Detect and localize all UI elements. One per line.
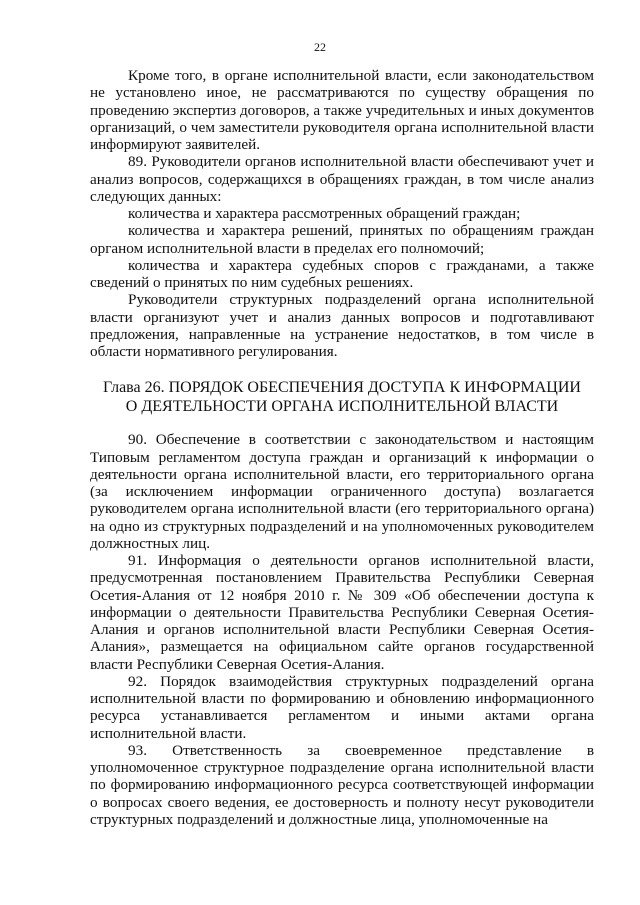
chapter-heading-line-2: О ДЕЯТЕЛЬНОСТИ ОРГАНА ИСПОЛНИТЕЛЬНОЙ ВЛАСТИ [125, 398, 559, 416]
list-item-court-disputes: количества и характера судебных споров с гражданами, а также сведений о принятых по ним судебных решениях. [90, 256, 594, 291]
paragraph-91: 91. Информация о деятельности органов исполнительной власти, предусмотренная постановлением Правительства Республики Северная Осетия-Алания от 12 ноября 2010 г. № 309 «Об обеспечении доступа к информации о деятельности Правительства Республики Северная Осетия-Алания и органов исполнительной власти Республики Северная Осетия-Алания», размещается на официальном сайте органов государственной власти Республики Северная Осетия-Алания. [90, 552, 594, 673]
list-item-appeals-count: количества и характера рассмотренных обращений граждан; [128, 205, 521, 222]
document-body [90, 67, 594, 828]
paragraph-heads-of-units: Руководители структурных подразделений органа исполнительной власти организуют учет и анализ данных вопросов и подготавливают предложения, направленные на устранение недостатков, в том числе в области нормативного регулирования. [90, 291, 594, 360]
paragraph-89: 89. Руководители органов исполнительной власти обеспечивают учет и анализ вопросов, содержащихся в обращениях граждан, в том числе анализ следующих данных: [90, 153, 594, 205]
paragraph-organ-no-expertise: Кроме того, в органе исполнительной власти, если законодательством не установлено иное, не рассматриваются по существу обращения по проведению экспертиз договоров, а также учредительных и иных документов организаций, о чем заместители руководителя органа исполнительной власти информируют заявителей. [90, 67, 594, 153]
chapter-26-heading [90, 378, 594, 416]
paragraph-92: 92. Порядок взаимодействия структурных подразделений органа исполнительной власти по формированию и обновлению информационного ресурса устанавливается регламентом и иными актами органа исполнительной власти. [90, 672, 594, 742]
list-item-decisions-count: количества и характера решений, принятых по обращениям граждан органом исполнительной власти в пределах его полномочий; [90, 222, 594, 257]
paragraph-93: 93. Ответственность за своевременное представление в уполномоченное структурное подразделение органа исполнительной власти по формированию информационного ресурса соответствующей информации о вопросах своего ведения, ее достоверность и полноту несут руководители структурных подразделений и должностные лица, уполномоченные на [90, 741, 594, 828]
paragraph-90: 90. Обеспечение в соответствии с законодательством и настоящим Типовым регламентом доступа граждан и организаций к информации о деятельности органа исполнительной власти, его территориального органа (за исключением информации ограниченного доступа) возлагается руководителем органа исполнительной власти (его территориального органа) на одно из структурных подразделений и на уполномоченных руководителем должностных лиц. [90, 431, 594, 552]
page-number: 22 [314, 40, 326, 54]
chapter-heading-line-1: Глава 26. ПОРЯДОК ОБЕСПЕЧЕНИЯ ДОСТУПА К ИНФОРМАЦИИ [103, 379, 581, 397]
